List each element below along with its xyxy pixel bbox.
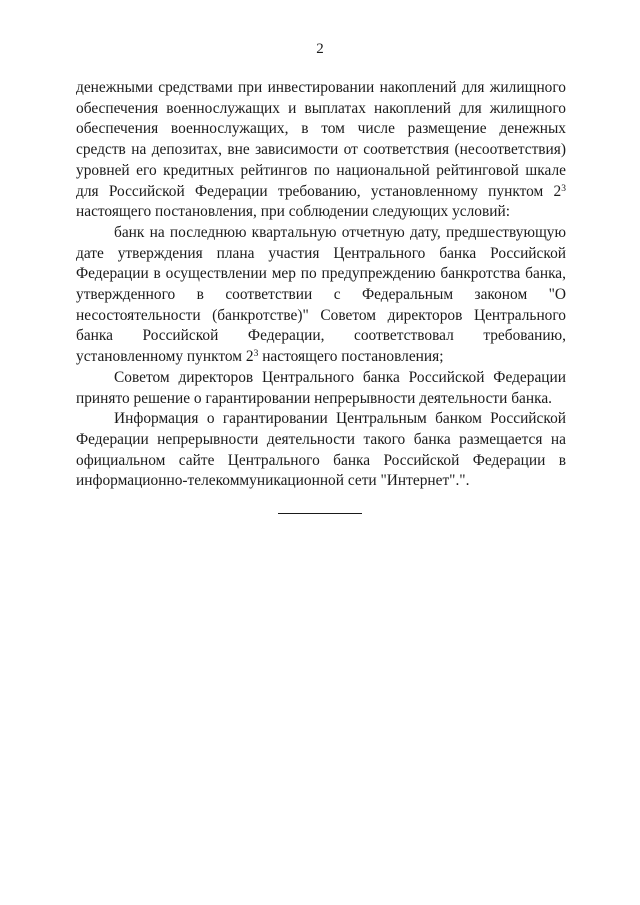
- paragraph-1: [76, 78, 566, 223]
- paragraph-1-text-end: настоящего постановления, при соблюдении следующих условий:: [76, 203, 511, 221]
- paragraph-2-text: банк на последнюю квартальную отчетную дату, предшествующую дате утверждения плана участия Центрального банка Российской Федерации в осуществлении мер по предупреждению банкротства банка, утвержденного в соответствии с Федеральным законом "О несостоятельности (банкротстве)" Советом директоров Центрального банка Российской Федерации, соответствовал требованию, установленному пунктом 2: [76, 223, 566, 366]
- document-body: [76, 78, 566, 492]
- paragraph-3: [76, 368, 566, 409]
- paragraph-1-superscript: 3: [561, 183, 566, 194]
- paragraph-2: [76, 223, 566, 368]
- paragraph-1-text: денежными средствами при инвестировании накоплений для жилищного обеспечения военнослужащих и выплатах накоплений для жилищного обеспечения военнослужащих, в том числе размещение денежных средств на депозитах, вне зависимости от соответствия (несоответствия) уровней его кредитных рейтингов по национальной рейтинговой шкале для Российской Федерации требованию, установленному пунктом 2: [76, 79, 566, 200]
- paragraph-2-superscript: 3: [253, 349, 259, 360]
- paragraph-3-text: Советом директоров Центрального банка Российской Федерации принято решение о гарантировании непрерывности деятельности банка.: [76, 368, 566, 407]
- paragraph-4-text: Информация о гарантировании Центральным банком Российской Федерации непрерывности деятельности такого банка размещается на официальном сайте Центрального банка Российской Федерации в информационно-телекоммуникационной сети "Интернет".".: [76, 410, 566, 490]
- page-number: 2: [316, 41, 324, 57]
- paragraph-4: [76, 409, 566, 492]
- paragraph-2-text-end: настоящего постановления;: [258, 348, 444, 366]
- end-divider-line: [278, 513, 362, 514]
